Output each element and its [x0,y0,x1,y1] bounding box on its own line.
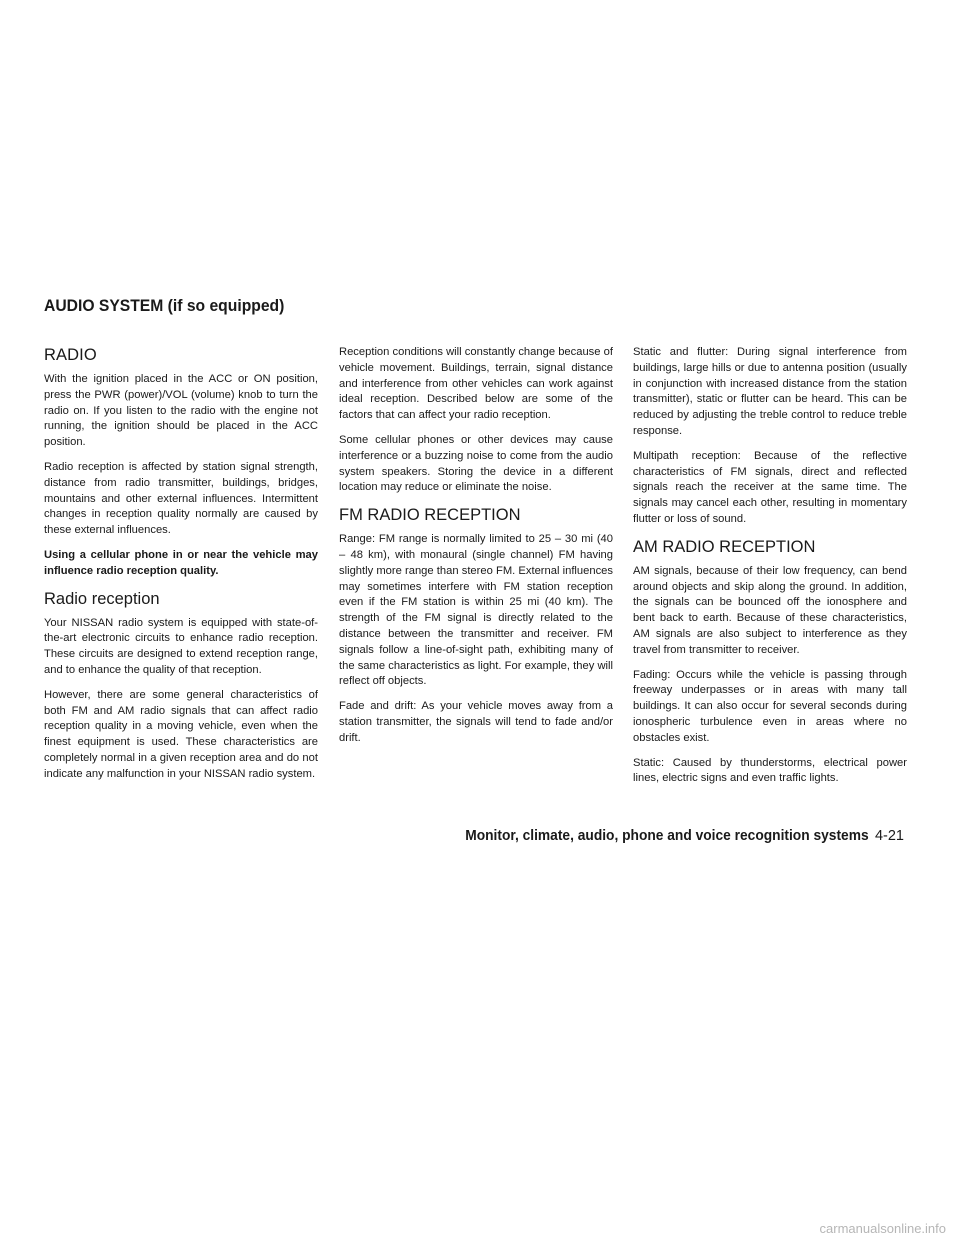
subsection-heading: Radio reception [44,589,160,608]
paragraph: Radio reception is affected by station signal strength, distance from radio transmitter, buildings, bridges, mountains and other external influences. Intermittent changes in reception quality normally are caused by these external influences. [44,460,318,537]
text-column-2 [339,345,613,756]
text-column-3 [633,345,907,796]
paragraph: Your NISSAN radio system is equipped with state-of-the-art electronic circuits to enhance radio reception. These circuits are designed to extend reception range, and to enhance the quality of that reception. [44,616,318,676]
chapter-title: Monitor, climate, audio, phone and voice recognition systems [465,828,869,844]
page-number: 4-21 [874,828,904,844]
paragraph: Fading: Occurs while the vehicle is passing through freeway underpasses or in areas with many tall buildings. It can also occur for several seconds during ionospheric turbulence even in areas where no obstacles exist. [633,668,907,744]
subsection-heading: FM RADIO RECEPTION [339,506,521,525]
paragraph: AM signals, because of their low frequency, can bend around objects and skip along the ground. In addition, the signals can be bounced off the ionosphere and bent back to earth. Because of these characteristics, AM signals are also subject to interference as they travel from transmitter to receiver. [633,564,907,656]
paragraph: Multipath reception: Because of the reflective characteristics of FM signals, direct and reflected signals reach the receiver at the same time. The signals may cancel each other, resulting in momentary flutter or loss of sound. [633,449,907,525]
paragraph: Range: FM range is normally limited to 25 – 30 mi (40 – 48 km), with monaural (single channel) FM having slightly more range than stereo FM. External influences may sometimes interfere with FM station reception even if the FM station is within 25 mi (40 km). The strength of the FM signal is directly related to the distance between the transmitter and receiver. FM signals follow a line-of-sight path, exhibiting many of the same characteristics as light. For example, they will reflect off objects. [339,533,613,688]
paragraph: Static: Caused by thunderstorms, electrical power lines, electric signs and even traffic lights. [633,756,907,785]
text-column-1 [44,345,318,792]
watermark-text: carmanualsonline.info [819,1221,946,1236]
paragraph: Reception conditions will constantly change because of vehicle movement. Buildings, terrain, signal distance and interference from other vehicles can work against ideal reception. Described below are some of the factors that can affect your radio reception. [339,346,613,422]
subsection-heading: AM RADIO RECEPTION [633,537,816,556]
paragraph: With the ignition placed in the ACC or ON position, press the PWR (power)/VOL (volume) knob to turn the radio on. If you listen to the radio with the engine not running, the ignition should be placed in the ACC position. [44,373,318,449]
section-heading: RADIO [44,346,97,364]
page-footer [444,828,904,844]
paragraph: Static and flutter: During signal interference from buildings, large hills or due to antenna position (usually in conjunction with increased distance from the station transmitter), static or flutter can be heard. This can be reduced by adjusting the treble control to reduce treble response. [633,346,907,437]
paragraph: Some cellular phones or other devices may cause interference or a buzzing noise to come from the audio system speakers. Storing the device in a different location may reduce or eliminate the noise. [339,433,613,494]
paragraph: However, there are some general characteristics of both FM and AM radio signals that can affect radio reception quality in a moving vehicle, even when the finest equipment is used. These characteristics are completely normal in a given reception area and do not indicate any malfunction in your NISSAN radio system. [44,688,318,780]
paragraph: Fade and drift: As your vehicle moves away from a station transmitter, the signals will tend to fade and/or drift. [339,700,613,744]
warning-paragraph: Using a cellular phone in or near the vehicle may influence radio reception quality. [44,548,318,577]
section-title: AUDIO SYSTEM (if so equipped) [44,297,285,315]
